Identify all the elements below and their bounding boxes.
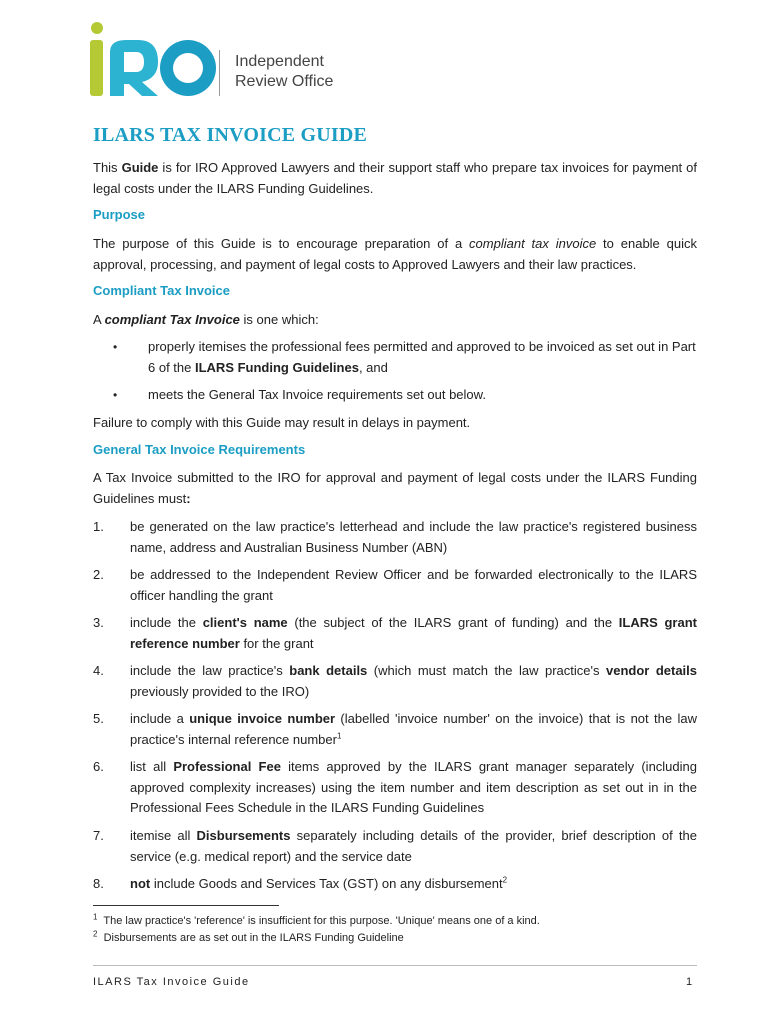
item-4-part-d: previously provided to the IRO) [130, 683, 310, 699]
footer-separator [93, 965, 697, 966]
bullet-1-text [148, 337, 696, 378]
item-8-part-c: include Goods and Services Tax (GST) on any disbursement [150, 876, 503, 891]
item-4-part-a: include the law practice's [130, 663, 290, 678]
item-7-text [130, 826, 697, 867]
item-3-part-d: for the grant [239, 635, 314, 651]
footnote-2 [93, 931, 404, 946]
item-3-bold-1: client's name [202, 615, 288, 630]
bullet-1-bold: ILARS Funding Guidelines [194, 359, 359, 375]
item-8-bold-1: not [130, 876, 151, 891]
item-7-part-c: separately including details of the provider, brief description of the service (e.g. medical report) and the service date [130, 828, 697, 864]
logo-line-2: Review Office [235, 73, 334, 90]
item-4-bold-1: bank details [289, 663, 368, 678]
general-lead-text: A Tax Invoice submitted to the IRO for approval and payment of legal costs under the ILARS Funding Guidelines must [93, 470, 697, 506]
footnote-separator [93, 905, 279, 906]
footnote-1 [93, 914, 540, 929]
item-4-bold-2: vendor details [605, 663, 698, 678]
item-7-bold-1: Disbursements [196, 828, 291, 843]
purpose-paragraph [93, 234, 697, 275]
item-3-number: 3. [93, 615, 104, 630]
compliant-heading: Compliant Tax Invoice [93, 283, 231, 298]
footnote-2-text: Disbursements are as set out in the ILARS Funding Guideline [103, 932, 404, 944]
bullet-2-text: meets the General Tax Invoice requirements set out below. [148, 387, 486, 402]
item-5-number: 5. [93, 711, 104, 726]
item-4-part-c: (which must match the law practice's [367, 663, 606, 678]
logo-line-1: Independent [235, 53, 324, 70]
purpose-text-2: to enable quick approval, processing, and payment of legal costs to Approved Lawyers and their law practices. [93, 236, 697, 272]
item-8-number: 8. [93, 876, 104, 891]
item-6-part-c: items approved by the ILARS grant manager separately (including approved complexity increases) using the item number and item description as set out in in the Professional Fees Schedule in the ILARS Funding Guidelines [130, 759, 697, 815]
item-5-part-c: (labelled 'invoice number' on the invoice) that is not the law practice's internal reference number [130, 711, 697, 747]
item-1-number: 1. [93, 519, 104, 534]
item-6-text [130, 757, 697, 819]
item-2-text: be addressed to the Independent Review Officer and be forwarded electronically to the ILARS officer handling the grant [130, 567, 697, 603]
compliant-lead-text-2: is one which: [239, 312, 319, 327]
bullet-1-part: properly itemises the professional fees permitted and approved to be invoiced as set out in Part 6 of the [148, 339, 696, 375]
purpose-heading: Purpose [93, 207, 146, 222]
item-3-part-c: (the subject of the ILARS grant of funding) and the [287, 615, 619, 630]
item-5-text [130, 709, 697, 750]
bullet-1-part-2: , and [358, 359, 388, 375]
compliant-lead [93, 310, 697, 331]
item-7-number: 7. [93, 828, 104, 843]
general-lead [93, 468, 697, 509]
item-7-part-a: itemise all [130, 828, 197, 843]
footnote-ref-2[interactable]: 2 [502, 875, 508, 885]
purpose-italic: compliant tax invoice [469, 236, 597, 251]
intro-text-2: is for IRO Approved Lawyers and their support staff who prepare tax invoices for payment of legal costs under the ILARS Funding Guidelines. [93, 160, 698, 196]
item-3-part-a: include the [130, 615, 203, 630]
item-6-bold-1: Professional Fee [173, 759, 281, 774]
iro-logo-mark [86, 22, 226, 102]
logo-wordmark [235, 52, 333, 92]
compliant-lead-text: A [93, 312, 105, 327]
footnote-1-text: The law practice's 'reference' is insufficient for this purpose. 'Unique' means one of a kind. [103, 915, 540, 927]
intro-text: This [93, 160, 122, 175]
bullet-2-marker: • [113, 388, 118, 402]
item-2-number: 2. [93, 567, 104, 582]
document-title: ILARS TAX INVOICE GUIDE [93, 124, 368, 146]
item-4-text [130, 661, 697, 702]
bullet-1-marker: • [113, 340, 118, 354]
item-1-text: be generated on the law practice's letterhead and include the law practice's registered business name, address and Australian Business Number (ABN) [130, 519, 697, 555]
item-8-text [130, 874, 697, 895]
footnote-ref-1[interactable]: 1 [336, 731, 342, 741]
footer-document-name: ILARS Tax Invoice Guide [93, 976, 250, 988]
general-heading: General Tax Invoice Requirements [93, 442, 306, 457]
page-number: 1 [686, 976, 693, 988]
purpose-text: The purpose of this Guide is to encourage preparation of a [93, 236, 470, 251]
failure-paragraph: Failure to comply with this Guide may result in delays in payment. [93, 415, 471, 430]
logo-divider [219, 50, 220, 96]
item-3-text [130, 613, 697, 654]
intro-bold: Guide [121, 160, 159, 175]
item-5-part-a: include a [130, 711, 190, 726]
item-3-bold-2: ILARS grant reference number [130, 615, 697, 651]
footnote-2-number: 2 [93, 929, 98, 939]
compliant-lead-emphasis: compliant Tax Invoice [104, 312, 240, 327]
item-6-part-a: list all [130, 759, 174, 774]
general-lead-colon: : [186, 490, 191, 506]
intro-paragraph [93, 158, 697, 199]
footnote-1-number: 1 [93, 912, 98, 922]
item-4-number: 4. [93, 663, 104, 678]
item-6-number: 6. [93, 759, 104, 774]
item-5-bold-1: unique invoice number [189, 711, 336, 726]
